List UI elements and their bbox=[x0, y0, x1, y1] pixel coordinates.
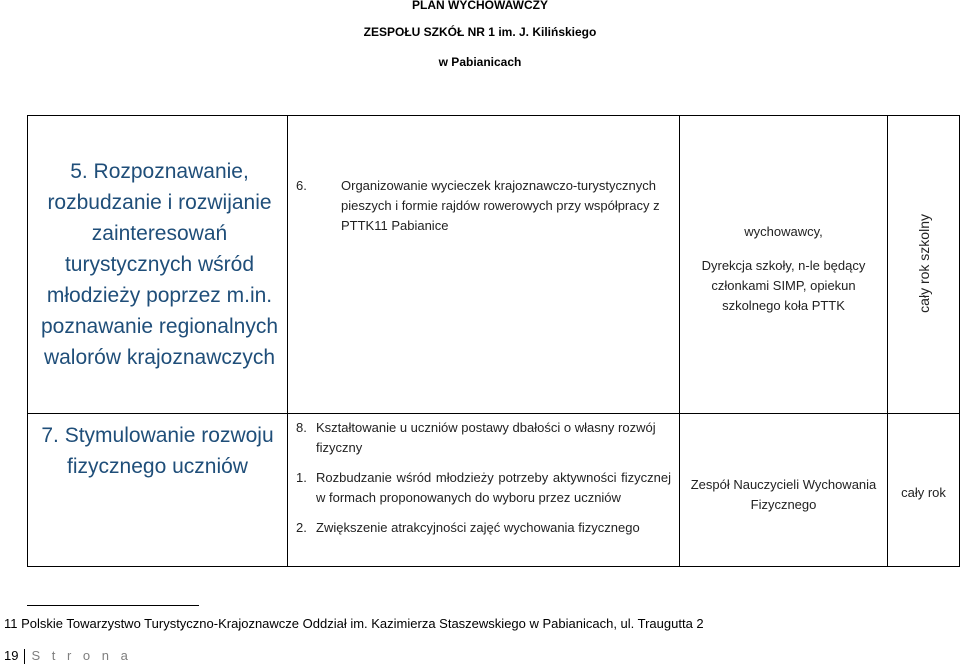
responsible-text: Zespół Nauczycieli Wychowania Fizycznego bbox=[690, 477, 877, 512]
task-text: Kształtowanie u uczniów postawy dbałości o własny rozwój fizyczny bbox=[316, 420, 656, 455]
page-separator bbox=[24, 649, 25, 664]
school-name: ZESPOŁU SZKÓŁ NR 1 im. J. Kilińskiego bbox=[363, 25, 597, 39]
task-item bbox=[296, 176, 671, 236]
doc-title: PLAN WYCHOWAWCZY bbox=[412, 0, 548, 12]
task-number: 2. bbox=[296, 520, 307, 535]
term-cell bbox=[888, 116, 960, 414]
goal-text: 7. Stymulowanie rozwoju fizycznego uczniów bbox=[41, 424, 274, 478]
page-footer bbox=[4, 648, 132, 664]
plan-table bbox=[27, 115, 960, 567]
task-number: 8. bbox=[296, 420, 307, 435]
task-text: Organizowanie wycieczek krajoznawczo-turystycznych pieszych i formie rajdów rowerowych przy współpracy z PTTK11 Pabianice bbox=[341, 178, 660, 233]
responsible-cell bbox=[680, 414, 888, 567]
task-text: Zwiększenie atrakcyjności zajęć wychowania fizycznego bbox=[316, 520, 640, 535]
table-row bbox=[28, 116, 960, 414]
responsible-text: wychowawcy, bbox=[744, 223, 823, 239]
task-number: 1. bbox=[296, 470, 307, 485]
responsible-cell bbox=[680, 116, 888, 414]
task-text: Rozbudzanie wśród młodzieży potrzeby aktywności fizycznej w formach proponowanych do wyboru przez uczniów bbox=[316, 470, 671, 505]
goal-text: 5. Rozpoznawanie, rozbudzanie i rozwijanie zainteresowań turystycznych wśród młodzieży poprzez m.in. poznawanie regionalnych walorów krajoznawczych bbox=[41, 160, 278, 369]
task-number: 6. bbox=[296, 178, 307, 193]
term-cell bbox=[888, 414, 960, 567]
footnote-separator bbox=[27, 605, 199, 606]
page-number: 19 bbox=[4, 648, 19, 663]
task-item bbox=[296, 518, 671, 538]
term-text: cały rok bbox=[901, 484, 946, 500]
term-text: cały rok szkolny bbox=[915, 213, 932, 313]
footnote: 11 Polskie Towarzystwo Turystyczno-Krajoznawcze Oddział im. Kazimierza Staszewskiego w Pabianicach, ul. Traugutta 2 bbox=[4, 616, 704, 631]
task-item bbox=[296, 468, 671, 508]
table-row bbox=[28, 414, 960, 567]
page-label: S t r o n a bbox=[31, 648, 132, 663]
school-city: w Pabianicach bbox=[438, 55, 522, 69]
task-item bbox=[296, 418, 671, 458]
tasks-cell bbox=[288, 116, 680, 414]
responsible-text: Dyrekcja szkoły, n-le będący członkami SIMP, opiekun szkolnego koła PTTK bbox=[701, 257, 866, 313]
tasks-cell bbox=[288, 414, 680, 567]
goal-cell bbox=[28, 414, 288, 567]
goal-cell bbox=[28, 116, 288, 414]
